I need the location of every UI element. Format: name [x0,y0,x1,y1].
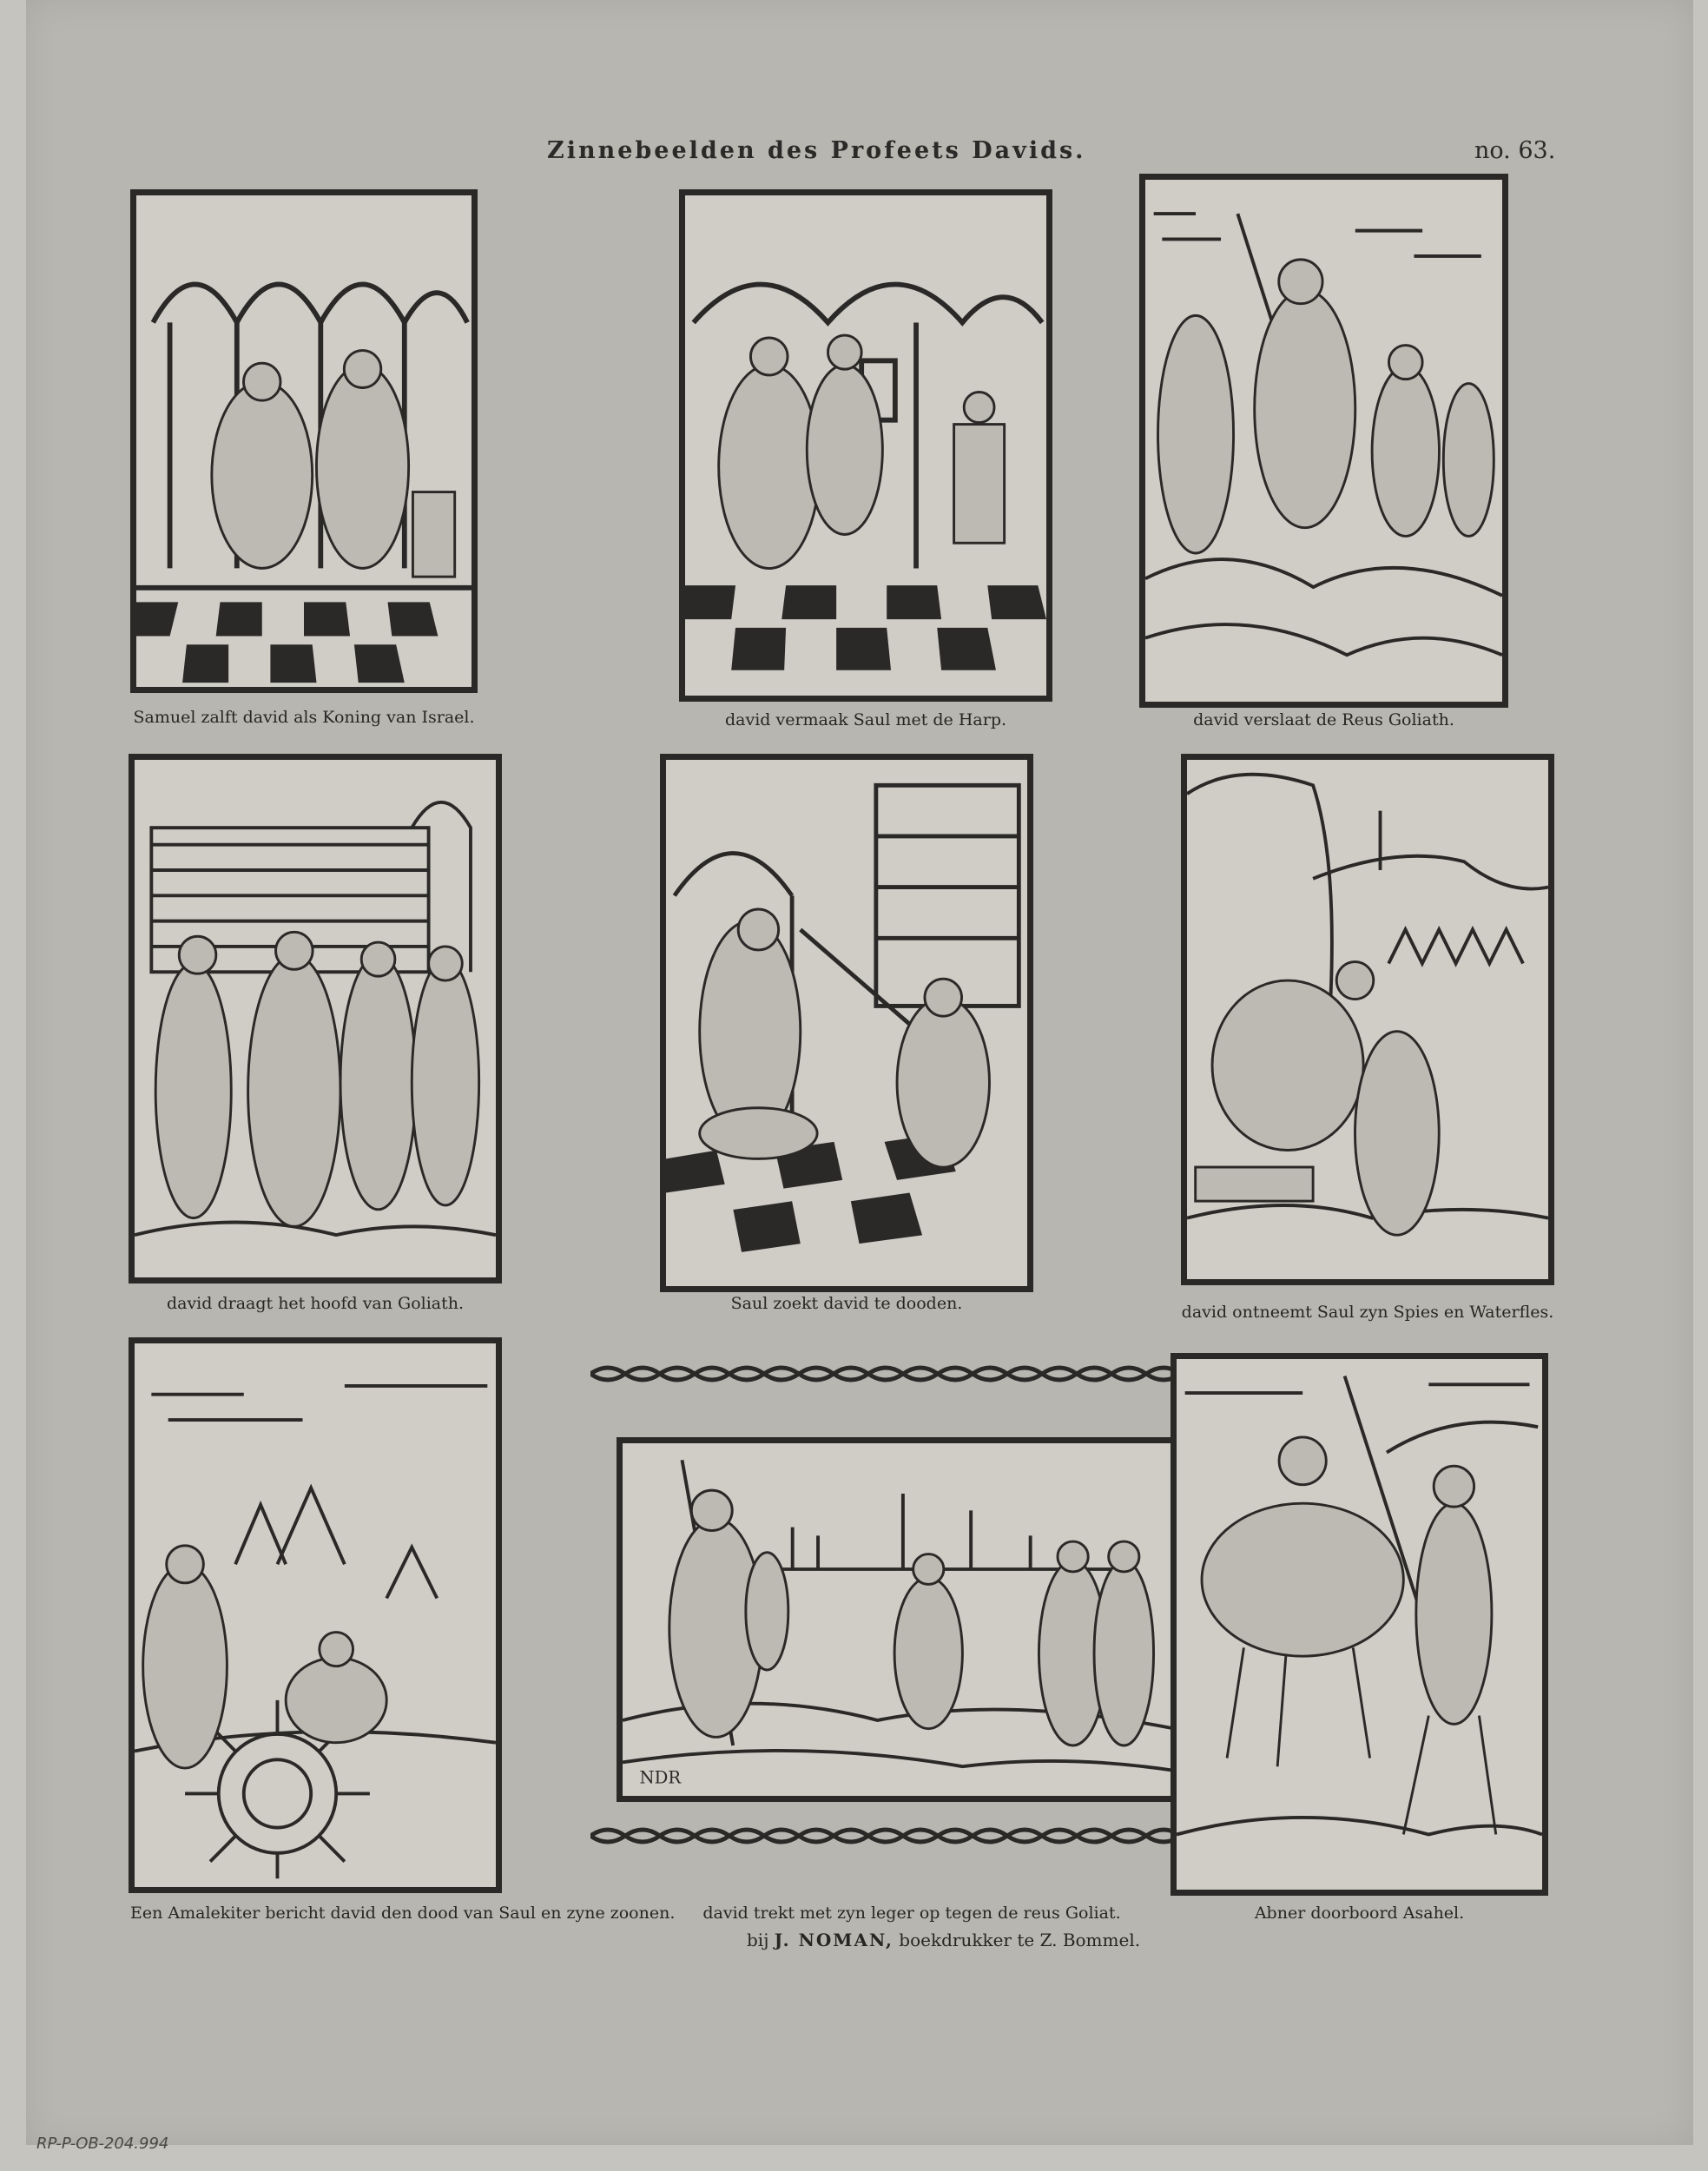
woodcut-panel-army [617,1437,1181,1802]
woodcut-panel-spear [660,754,1033,1292]
panel-caption: david draagt het hoofd van Goliath. [166,1294,465,1313]
print-sheet [26,0,1693,2145]
panel-caption: david verslaat de Reus Goliath. [1193,710,1454,729]
woodcut-panel-harp [679,189,1052,702]
imprint-place: boekdrukker te Z. Bommel. [899,1930,1141,1950]
printer-name: J. NOMAN, [774,1930,894,1950]
inventory-mark: RP-P-OB-204.994 [36,2135,169,2153]
panel-caption: Abner doorboord Asahel. [1254,1904,1465,1923]
woodcut-illustration [623,1443,1175,1796]
sheet-title: Zinnebeelden des Profeets Davids. [547,137,1086,164]
panel-caption: Een Amalekiter bericht david den dood van Saul en zyne zoonen. [130,1904,676,1923]
panel-caption: david trekt met zyn leger op tegen de reus Goliat. [702,1904,1121,1923]
imprint-line [747,1930,1140,1950]
woodcut-illustration [1177,1359,1542,1890]
woodcut-panel-anointing [130,189,478,693]
woodcut-illustration [1187,760,1548,1279]
imprint-prefix: bij [747,1930,769,1950]
woodcut-illustration [136,195,472,687]
plate-number: no. 63. [1474,137,1556,164]
woodcut-illustration [685,195,1046,696]
woodcut-panel-waterfles [1181,754,1554,1285]
panel-caption: david vermaak Saul met de Harp. [724,710,1007,729]
woodcut-illustration [135,760,496,1277]
ornamental-border-top [590,1362,1181,1386]
woodcut-panel-amalekite [129,1337,502,1893]
panel-caption: Saul zoekt david te dooden. [730,1294,963,1313]
woodcut-panel-head [129,754,502,1283]
braid-ornament [590,1362,1181,1386]
woodcut-illustration [1145,180,1502,702]
woodcut-panel-goliath [1139,174,1508,708]
braid-ornament [590,1824,1181,1848]
woodcut-panel-abner [1171,1353,1548,1896]
ornamental-border-bottom [590,1824,1181,1848]
woodcut-illustration [666,760,1027,1286]
woodcut-illustration [135,1343,496,1887]
panel-caption: Samuel zalft david als Koning van Israel. [133,708,475,727]
monogram: NDR [639,1767,682,1788]
panel-caption: david ontneemt Saul zyn Spies en Waterfles. [1181,1303,1554,1322]
